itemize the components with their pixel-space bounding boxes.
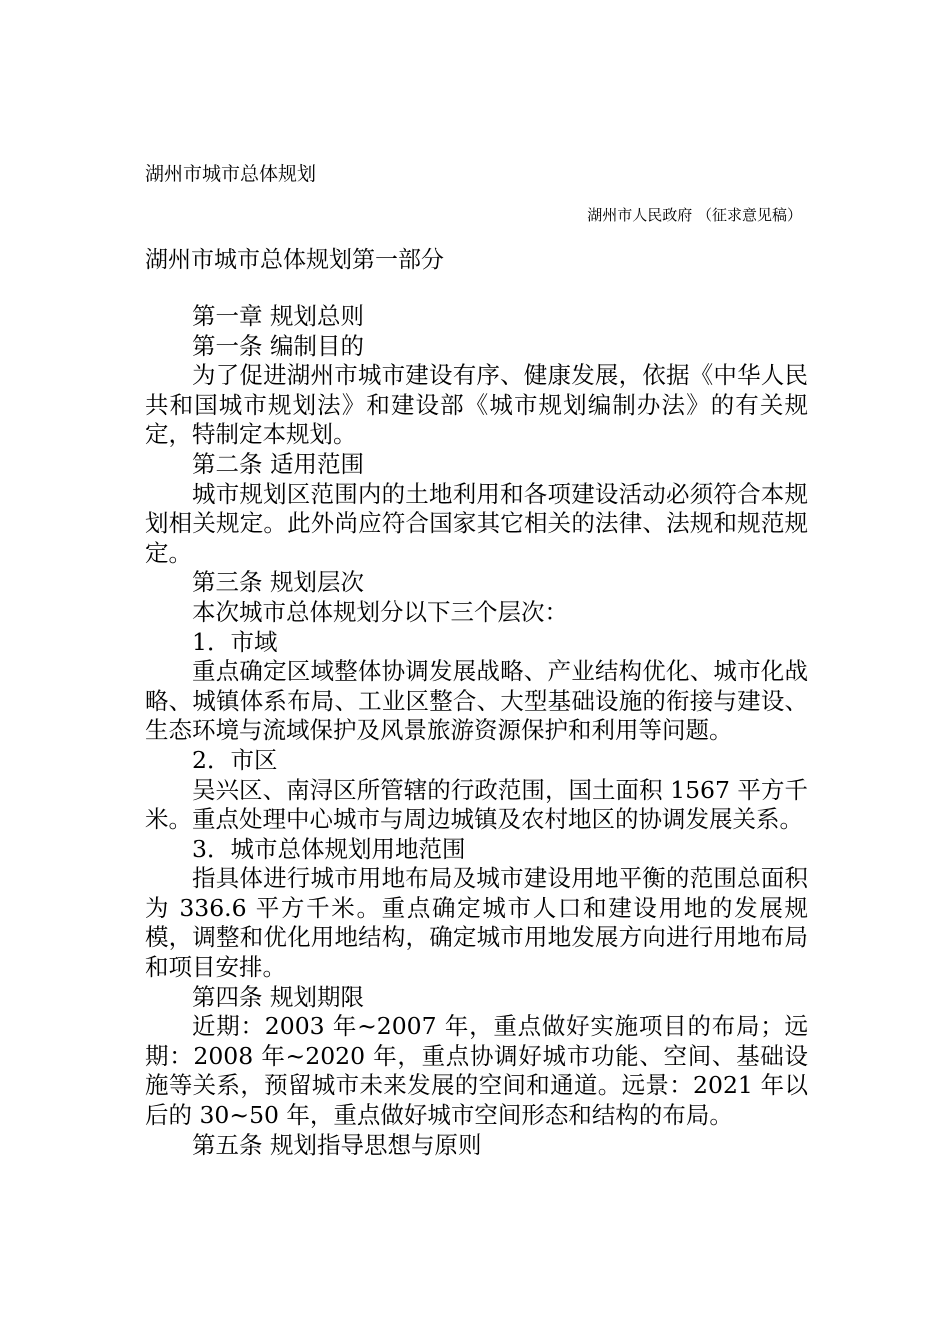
paragraph: 本次城市总体规划分以下三个层次： [192, 597, 568, 626]
paragraph: 城市规划区范围内的土地利用和各项建设活动必须符合本规划相关规定。此外尚应符合国家其它相关的法律、法规和规范规定。 [145, 479, 808, 567]
chapter-heading: 第一章 规划总则 [192, 302, 364, 330]
paragraph: 重点确定区域整体协调发展战略、产业结构优化、城市化战略、城镇体系布局、工业区整合、大型基础设施的衔接与建设、生态环境与流域保护及风景旅游资源保护和利用等问题。 [145, 657, 808, 745]
paragraph: 近期：2003 年~2007 年，重点做好实施项目的布局；远期：2008 年~2020 年，重点协调好城市功能、空间、基础设施等关系，预留城市未来发展的空间和通道。远景：2021 年以后的 30~50 年，重点做好城市空间形态和结构的布局。 [145, 1012, 808, 1130]
article-heading: 第二条 适用范围 [192, 449, 364, 478]
document-body [145, 302, 808, 1160]
article-heading: 第四条 规划期限 [192, 982, 364, 1011]
subsection-heading: 2．市区 [192, 745, 278, 774]
paragraph: 为了促进湖州市城市建设有序、健康发展，依据《中华人民共和国城市规划法》和建设部《城市规划编制办法》的有关规定，特制定本规划。 [145, 361, 808, 449]
document-issuer: 湖州市人民政府 （征求意见稿） [587, 206, 802, 224]
document-title: 湖州市城市总体规划 [145, 163, 317, 185]
part-title: 湖州市城市总体规划第一部分 [145, 247, 444, 273]
article-heading: 第一条 编制目的 [192, 331, 364, 360]
article-heading: 第三条 规划层次 [192, 568, 364, 597]
subsection-heading: 1．市域 [192, 627, 278, 656]
paragraph: 吴兴区、南浔区所管辖的行政范围，国土面积 1567 平方千米。重点处理中心城市与周边城镇及农村地区的协调发展关系。 [145, 775, 808, 834]
subsection-heading: 3．城市总体规划用地范围 [192, 834, 466, 863]
paragraph: 指具体进行城市用地布局及城市建设用地平衡的范围总面积为 336.6 平方千米。重点确定城市人口和建设用地的发展规模，调整和优化用地结构，确定城市用地发展方向进行用地布局和项目安排。 [145, 864, 808, 982]
article-heading: 第五条 规划指导思想与原则 [192, 1130, 482, 1159]
